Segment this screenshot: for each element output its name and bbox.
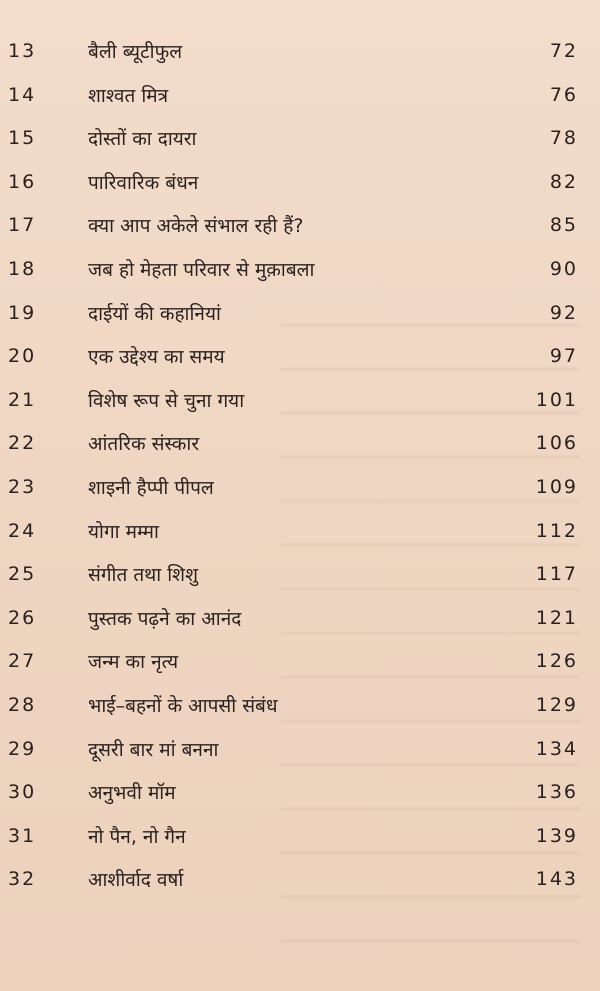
page-number: 85 — [549, 214, 578, 237]
chapter-number: 32 — [8, 868, 37, 891]
page-number: 76 — [549, 83, 578, 106]
table-of-contents — [0, 34, 600, 906]
chapter-title: आशीर्वाद वर्षा — [88, 869, 184, 892]
toc-row — [0, 426, 600, 470]
chapter-number: 24 — [8, 519, 37, 542]
chapter-number: 19 — [8, 301, 37, 324]
chapter-number: 27 — [8, 650, 37, 673]
toc-row — [0, 208, 600, 252]
toc-row — [0, 514, 600, 558]
chapter-title: अनुभवी मॉम — [88, 782, 176, 805]
chapter-title: संगीत तथा शिशु — [88, 564, 199, 587]
chapter-number: 26 — [8, 606, 37, 629]
toc-row — [0, 383, 600, 427]
toc-row — [0, 78, 600, 122]
page-number: 82 — [549, 170, 578, 193]
page-number: 136 — [535, 781, 578, 804]
toc-row — [0, 601, 600, 645]
chapter-title: पुस्तक पढ़ने का आनंद — [88, 607, 242, 630]
chapter-title: क्या आप अकेले संभाल रही हैं? — [88, 215, 304, 238]
chapter-title: बैली ब्यूटीफुल — [88, 41, 183, 63]
chapter-title: पारिवारिक बंधन — [88, 171, 199, 194]
chapter-number: 30 — [8, 781, 37, 804]
toc-row — [0, 775, 600, 819]
chapter-number: 22 — [8, 432, 37, 455]
page-number: 112 — [535, 519, 578, 542]
chapter-title: शाश्वत मित्र — [88, 84, 169, 107]
toc-row — [0, 644, 600, 688]
chapter-title: भाई–बहनों के आपसी संबंध — [88, 694, 278, 717]
chapter-title: नो पैन, नो गैन — [88, 825, 186, 848]
toc-row — [0, 557, 600, 601]
chapter-number: 13 — [8, 40, 37, 62]
chapter-number: 14 — [8, 83, 37, 106]
chapter-number: 16 — [8, 170, 37, 193]
chapter-number: 15 — [8, 127, 37, 150]
toc-row — [0, 688, 600, 732]
toc-row — [0, 252, 600, 296]
chapter-number: 17 — [8, 214, 37, 237]
chapter-number: 29 — [8, 737, 37, 760]
page-number: 72 — [549, 40, 578, 62]
chapter-number: 28 — [8, 693, 37, 716]
page-number: 90 — [549, 257, 578, 280]
page-number: 117 — [535, 563, 578, 586]
chapter-title: दाईयों की कहानियां — [88, 302, 221, 325]
page-number: 139 — [535, 824, 578, 847]
chapter-number: 21 — [8, 388, 37, 411]
page-number: 126 — [535, 650, 578, 673]
chapter-title: दोस्तों का दायरा — [88, 128, 197, 151]
page-number: 106 — [535, 432, 578, 455]
chapter-title: योगा मम्मा — [88, 520, 159, 543]
toc-row — [0, 470, 600, 514]
page-number: 109 — [535, 475, 578, 498]
page-number: 92 — [549, 301, 578, 324]
chapter-number: 31 — [8, 824, 37, 847]
toc-row — [0, 732, 600, 776]
toc-row — [0, 339, 600, 383]
page-number: 134 — [535, 737, 578, 760]
toc-row — [0, 296, 600, 340]
page-number: 121 — [535, 606, 578, 629]
toc-row — [0, 165, 600, 209]
page-number: 143 — [535, 868, 578, 891]
chapter-number: 18 — [8, 257, 37, 280]
chapter-number: 23 — [8, 475, 37, 498]
chapter-title: विशेष रूप से चुना गया — [88, 389, 245, 412]
toc-row — [0, 862, 600, 906]
chapter-title: एक उद्देश्य का समय — [88, 346, 225, 369]
toc-row — [0, 34, 600, 78]
toc-row — [0, 819, 600, 863]
chapter-title: जन्म का नृत्य — [88, 651, 179, 674]
page-number: 129 — [535, 693, 578, 716]
chapter-title: शाइनी हैप्पी पीपल — [88, 476, 214, 499]
chapter-title: आंतरिक संस्कार — [88, 433, 200, 456]
page-number: 97 — [549, 345, 578, 368]
chapter-number: 25 — [8, 563, 37, 586]
page-number: 101 — [535, 388, 578, 411]
chapter-title: जब हो मेहता परिवार से मुक़ाबला — [88, 258, 315, 281]
toc-row — [0, 121, 600, 165]
chapter-title: दूसरी बार मां बनना — [88, 738, 219, 761]
chapter-number: 20 — [8, 345, 37, 368]
page-number: 78 — [549, 127, 578, 150]
